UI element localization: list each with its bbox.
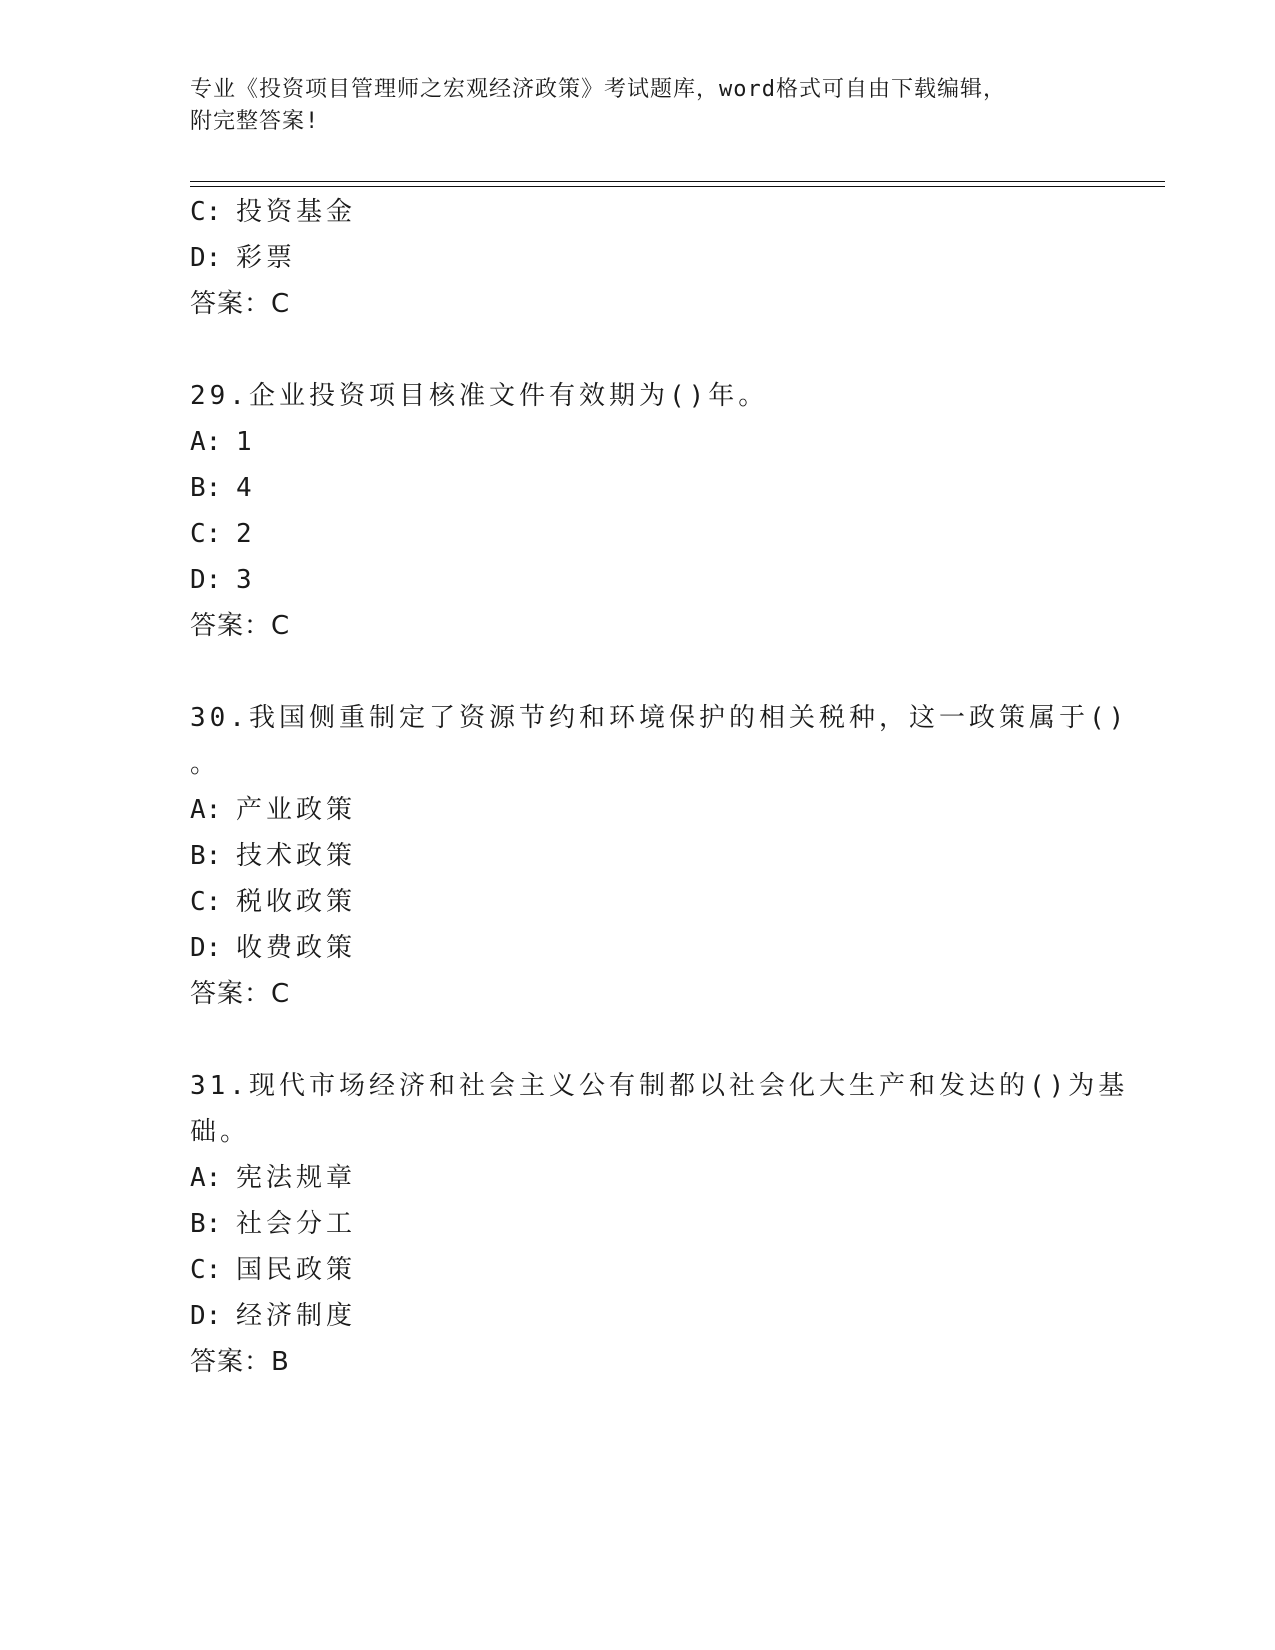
option-d: D: 3 — [190, 565, 256, 595]
option-d: D: 收费政策 — [190, 933, 357, 963]
document-header — [190, 74, 1090, 138]
answer-line: 答案：B — [190, 1347, 290, 1377]
answer-line: 答案：C — [190, 979, 291, 1009]
question-stem-continuation: 础。 — [190, 1117, 251, 1147]
header-line-2: 附完整答案! — [190, 109, 320, 134]
header-line-1: 专业《投资项目管理师之宏观经济政策》考试题库，word格式可自由下载编辑， — [190, 77, 1006, 102]
header-divider-bottom — [190, 186, 1165, 187]
question-stem: 31.现代市场经济和社会主义公有制都以社会化大生产和发达的()为基 — [190, 1071, 1129, 1101]
option-a: A: 产业政策 — [190, 795, 357, 825]
option-b: B: 技术政策 — [190, 841, 357, 871]
option-b: B: 社会分工 — [190, 1209, 357, 1239]
option-c: C: 投资基金 — [190, 197, 357, 227]
question-list — [190, 189, 1129, 1385]
header-divider-top — [190, 181, 1165, 182]
option-c: C: 2 — [190, 519, 256, 549]
question-stem: 30.我国侧重制定了资源节约和环境保护的相关税种，这一政策属于() — [190, 703, 1129, 733]
option-c: C: 国民政策 — [190, 1255, 357, 1285]
option-c: C: 税收政策 — [190, 887, 357, 917]
option-a: A: 1 — [190, 427, 256, 457]
answer-line: 答案：C — [190, 289, 291, 319]
question-stem: 29.企业投资项目核准文件有效期为()年。 — [190, 381, 769, 411]
question-stem-continuation: 。 — [190, 749, 221, 779]
answer-line: 答案：C — [190, 611, 291, 641]
option-d: D: 彩票 — [190, 243, 297, 273]
option-d: D: 经济制度 — [190, 1301, 357, 1331]
option-a: A: 宪法规章 — [190, 1163, 357, 1193]
option-b: B: 4 — [190, 473, 256, 503]
